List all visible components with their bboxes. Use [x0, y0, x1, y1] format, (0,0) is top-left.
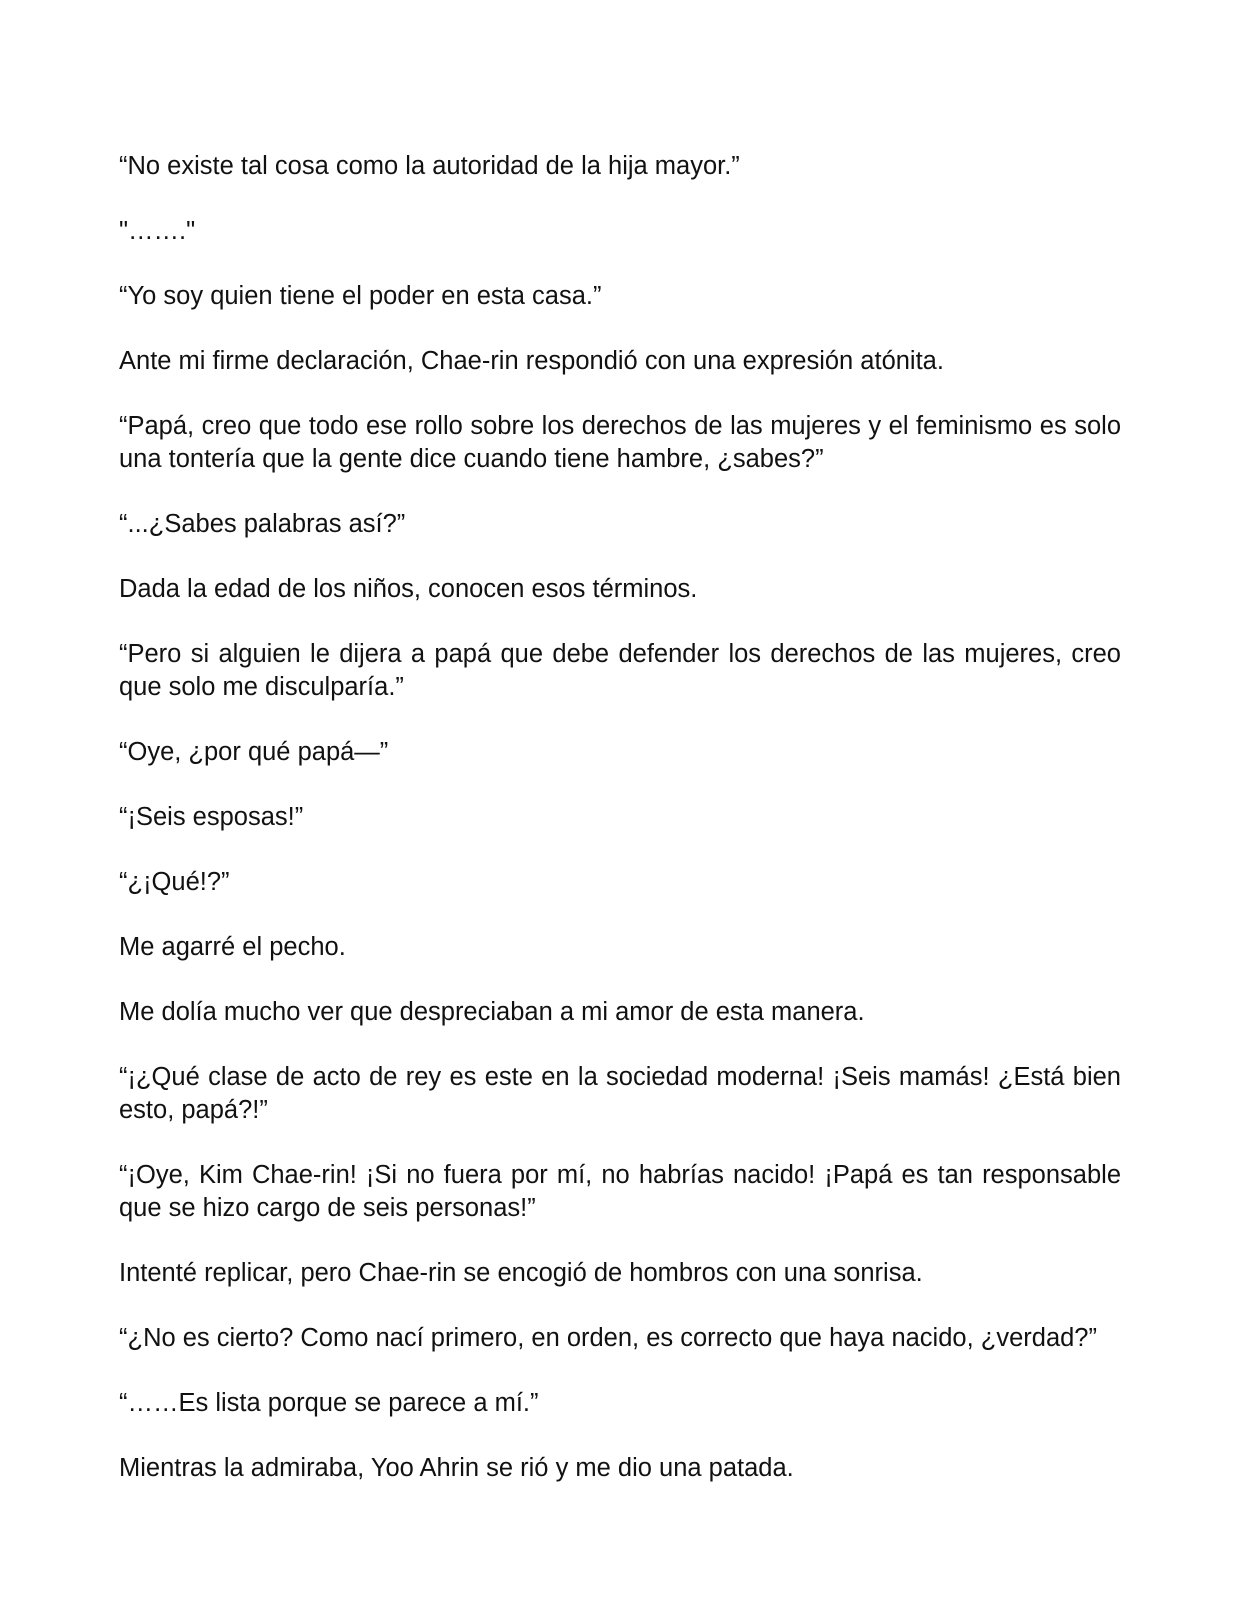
paragraph: “Pero si alguien le dijera a papá que debe defender los derechos de las mujeres, creo que solo me disculparía.” [119, 640, 1121, 701]
paragraph: Mientras la admiraba, Yoo Ahrin se rió y me dio una patada. [119, 1454, 794, 1482]
paragraph: “Oye, ¿por qué papá—” [119, 738, 389, 766]
paragraph: Ante mi firme declaración, Chae-rin respondió con una expresión atónita. [119, 347, 944, 375]
paragraph: “...¿Sabes palabras así?” [119, 510, 406, 538]
paragraph: "……." [119, 217, 196, 245]
paragraph: “Yo soy quien tiene el poder en esta casa.” [119, 282, 602, 310]
paragraph: “Papá, creo que todo ese rollo sobre los derechos de las mujeres y el feminismo es solo una tontería que la gente dice cuando tiene hambre, ¿sabes?” [119, 412, 1121, 473]
document-body [119, 150, 1121, 1517]
paragraph: Me agarré el pecho. [119, 933, 346, 961]
paragraph: “¡¿Qué clase de acto de rey es este en la sociedad moderna! ¡Seis mamás! ¿Está bien esto, papá?!” [119, 1063, 1121, 1124]
paragraph: “¿No es cierto? Como nací primero, en orden, es correcto que haya nacido, ¿verdad?” [119, 1324, 1097, 1352]
paragraph: “¿¡Qué!?” [119, 868, 230, 896]
paragraph: Me dolía mucho ver que despreciaban a mi amor de esta manera. [119, 998, 865, 1026]
paragraph: Intenté replicar, pero Chae-rin se encogió de hombros con una sonrisa. [119, 1259, 923, 1287]
paragraph: Dada la edad de los niños, conocen esos términos. [119, 575, 698, 603]
paragraph: “No existe tal cosa como la autoridad de la hija mayor.” [119, 152, 740, 180]
paragraph: “¡Oye, Kim Chae-rin! ¡Si no fuera por mí, no habrías nacido! ¡Papá es tan responsable que se hizo cargo de seis personas!” [119, 1161, 1121, 1222]
paragraph: “¡Seis esposas!” [119, 803, 304, 831]
paragraph: “……Es lista porque se parece a mí.” [119, 1389, 539, 1417]
